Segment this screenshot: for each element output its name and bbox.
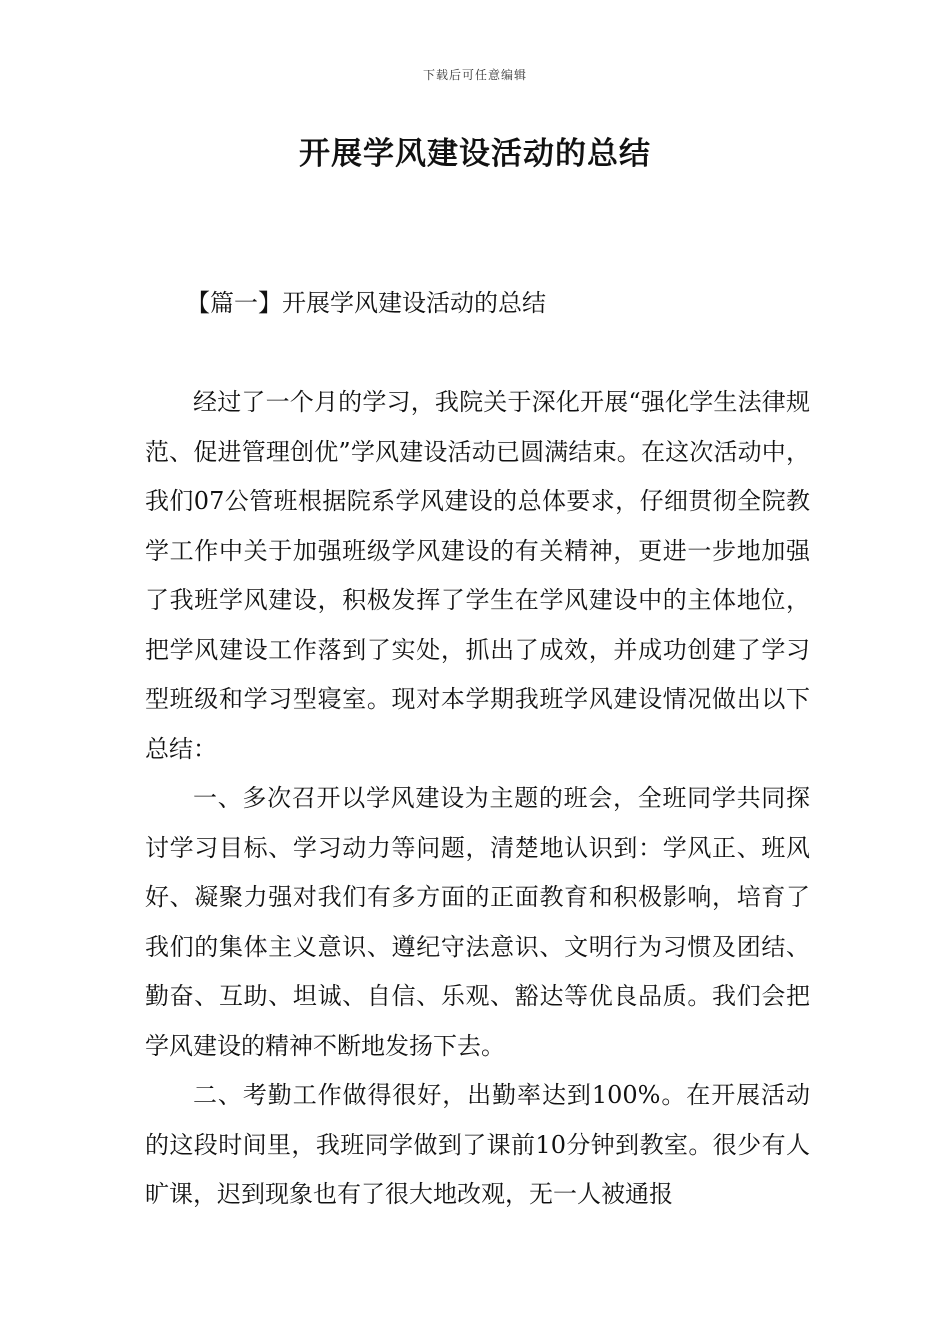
header-note: 下载后可任意编辑 [422, 68, 527, 82]
body-text [145, 378, 810, 1220]
document-title: 开展学风建设活动的总结 [299, 136, 651, 172]
section-heading: 【篇一】开展学风建设活动的总结 [186, 289, 546, 317]
paragraph-point-one: 一、多次召开以学风建设为主题的班会，全班同学共同探讨学习目标、学习动力等问题，清楚地认识到：学风正、班风好、凝聚力强对我们有多方面的正面教育和积极影响，培育了我们的集体主义意识、遵纪守法意识、文明行为习惯及团结、勤奋、互助、坦诚、自信、乐观、豁达等优良品质。我们会把学风建设的精神不断地发扬下去。 [145, 784, 810, 1060]
paragraph-point-two: 二、考勤工作做得很好，出勤率达到100%。在开展活动的这段时间里，我班同学做到了课前10分钟到教室。很少有人旷课，迟到现象也有了很大地改观，无一人被通报 [145, 1081, 810, 1208]
paragraph-intro: 经过了一个月的学习，我院关于深化开展“强化学生法律规范、促进管理创优”学风建设活动已圆满结束。在这次活动中，我们07公管班根据院系学风建设的总体要求，仔细贯彻全院教学工作中关于加强班级学风建设的有关精神，更进一步地加强了我班学风建设，积极发挥了学生在学风建设中的主体地位，把学风建设工作落到了实处，抓出了成效，并成功创建了学习型班级和学习型寝室。现对本学期我班学风建设情况做出以下总结： [145, 388, 810, 763]
